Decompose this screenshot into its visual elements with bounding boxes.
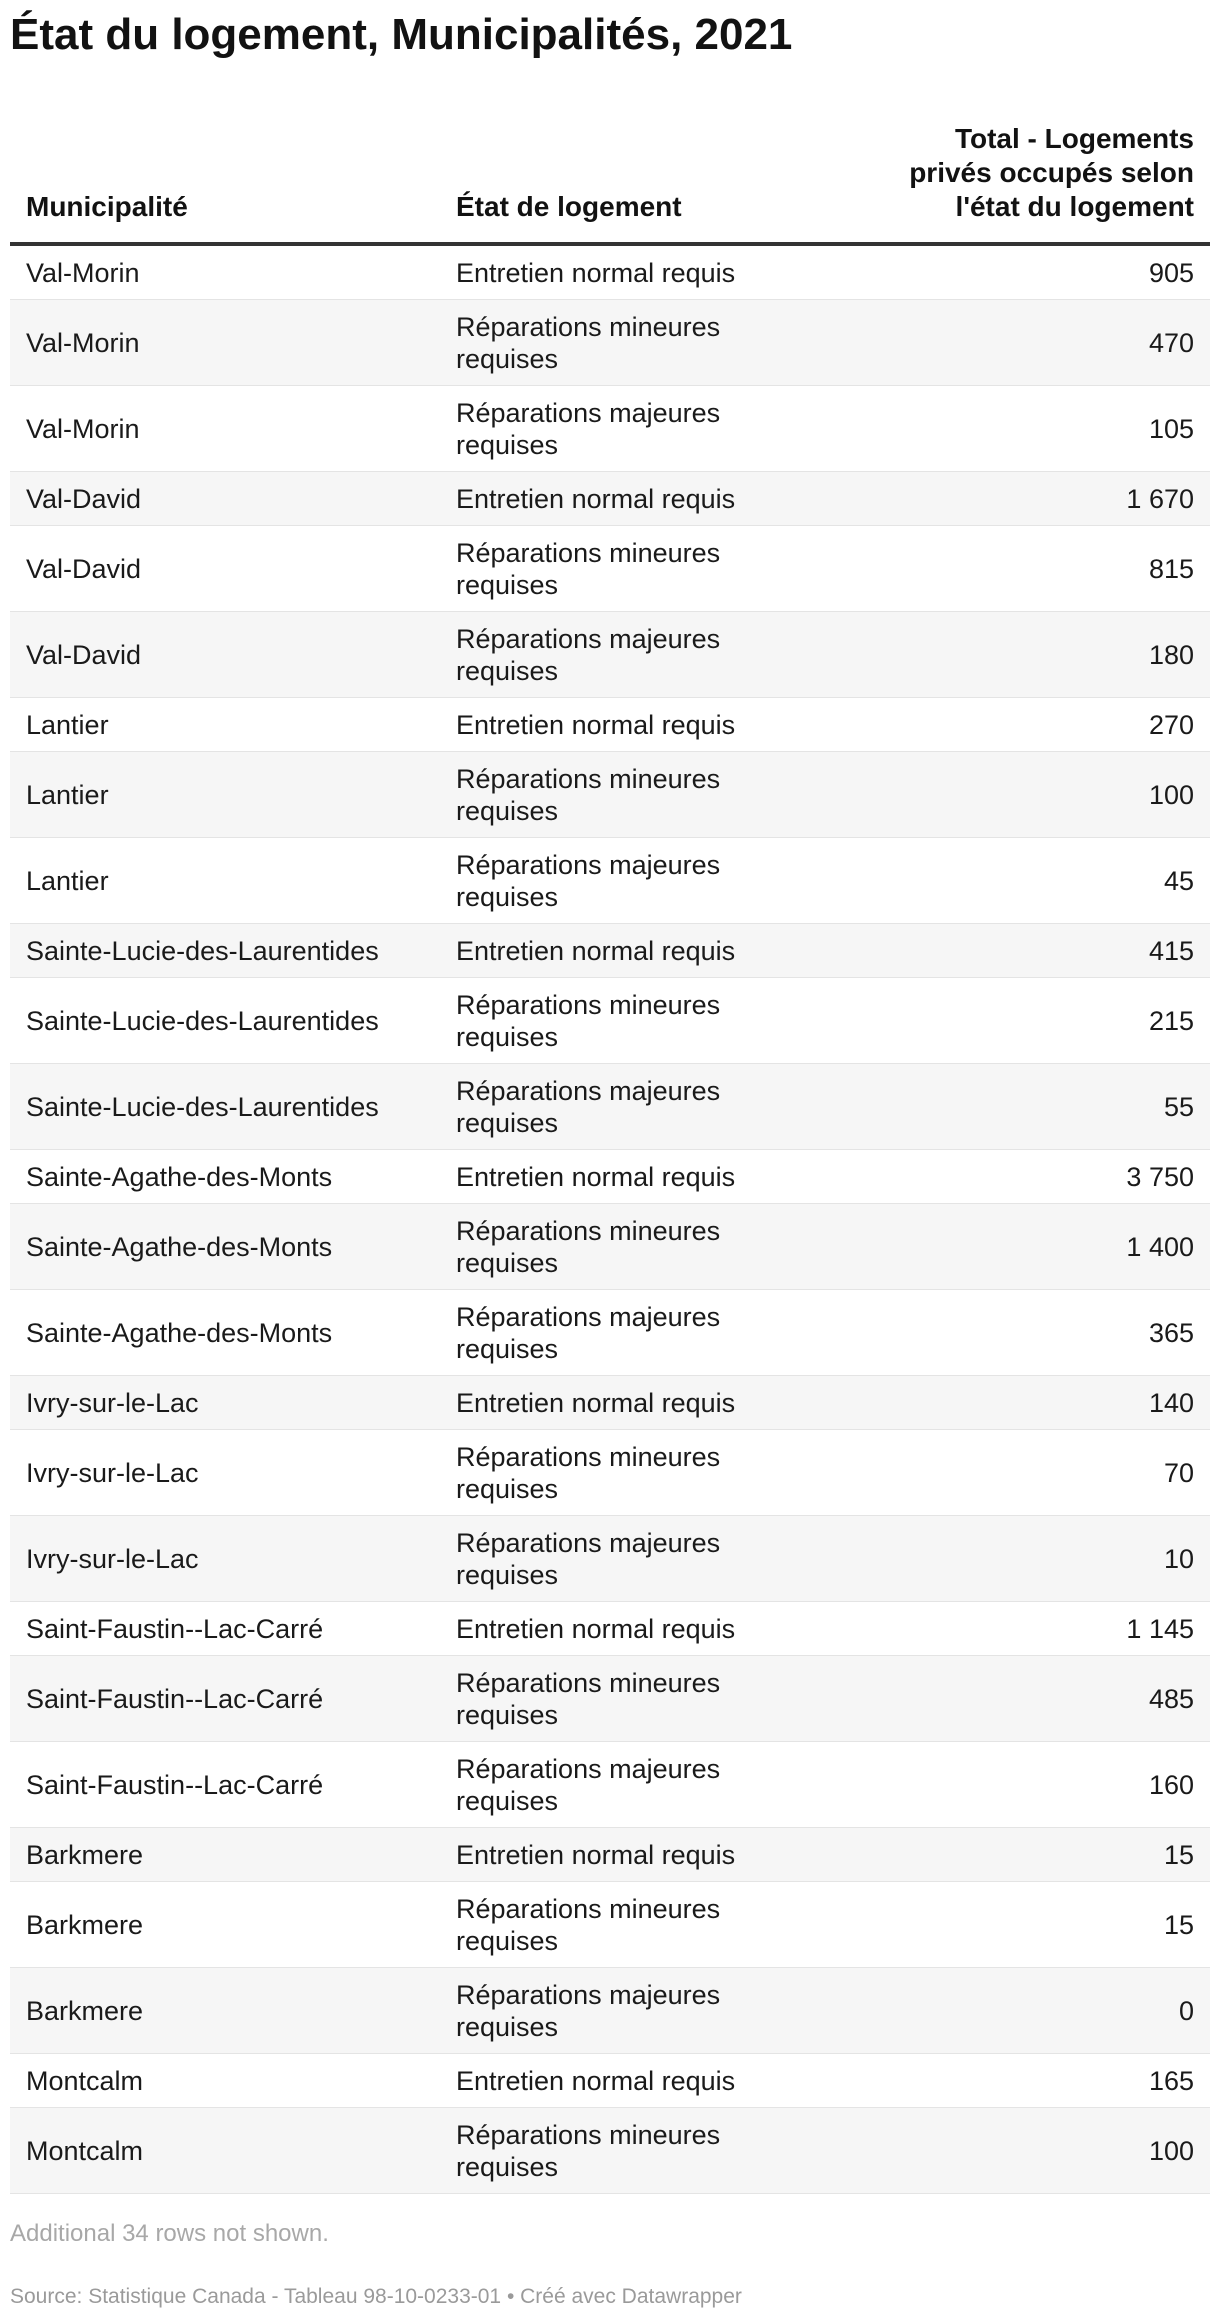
cell-total: 470 [870,300,1210,386]
table-row [10,2054,1210,2108]
cell-etat: Entretien normal requis [440,472,870,526]
cell-etat: Réparations mineures requises [440,2108,870,2194]
cell-etat: Réparations majeures requises [440,1516,870,1602]
table-row [10,2108,1210,2194]
cell-etat: Réparations majeures requises [440,1742,870,1828]
cell-etat: Réparations mineures requises [440,300,870,386]
cell-etat: Réparations mineures requises [440,1656,870,1742]
source-footer: Source: Statistique Canada - Tableau 98-10-0233-01 • Créé avec Datawrapper [10,2285,742,2308]
table-row [10,1150,1210,1204]
cell-total: 1 670 [870,472,1210,526]
cell-total: 10 [870,1516,1210,1602]
table-header [10,122,1210,244]
cell-etat: Entretien normal requis [440,1150,870,1204]
cell-total: 15 [870,1882,1210,1968]
cell-total: 160 [870,1742,1210,1828]
cell-etat: Entretien normal requis [440,244,870,300]
cell-etat: Réparations majeures requises [440,1290,870,1376]
cell-total: 1 400 [870,1204,1210,1290]
table-row [10,838,1210,924]
cell-municipalite: Val-Morin [10,386,440,472]
cell-total: 815 [870,526,1210,612]
cell-etat: Entretien normal requis [440,698,870,752]
cell-etat: Entretien normal requis [440,1602,870,1656]
cell-etat: Réparations majeures requises [440,1064,870,1150]
cell-etat: Réparations mineures requises [440,1204,870,1290]
cell-total: 55 [870,1064,1210,1150]
table-row [10,300,1210,386]
cell-municipalite: Sainte-Agathe-des-Monts [10,1290,440,1376]
cell-municipalite: Lantier [10,752,440,838]
table-row [10,612,1210,698]
column-header-etat[interactable]: État de logement [440,122,870,244]
cell-etat: Réparations majeures requises [440,838,870,924]
table-row [10,244,1210,300]
table-row [10,1882,1210,1968]
cell-total: 0 [870,1968,1210,2054]
cell-municipalite: Saint-Faustin--Lac-Carré [10,1602,440,1656]
cell-total: 100 [870,2108,1210,2194]
cell-total: 270 [870,698,1210,752]
cell-total: 140 [870,1376,1210,1430]
cell-municipalite: Lantier [10,838,440,924]
cell-municipalite: Sainte-Agathe-des-Monts [10,1204,440,1290]
cell-municipalite: Ivry-sur-le-Lac [10,1430,440,1516]
table-row [10,1204,1210,1290]
cell-etat: Entretien normal requis [440,1376,870,1430]
table-row [10,1742,1210,1828]
cell-etat: Entretien normal requis [440,924,870,978]
cell-municipalite: Lantier [10,698,440,752]
cell-total: 215 [870,978,1210,1064]
cell-municipalite: Ivry-sur-le-Lac [10,1516,440,1602]
cell-total: 485 [870,1656,1210,1742]
cell-etat: Réparations majeures requises [440,1968,870,2054]
table-row [10,1430,1210,1516]
table-row [10,1290,1210,1376]
cell-municipalite: Ivry-sur-le-Lac [10,1376,440,1430]
cell-etat: Entretien normal requis [440,2054,870,2108]
column-header-municipalite[interactable]: Municipalité [10,122,440,244]
table-row [10,472,1210,526]
cell-municipalite: Val-Morin [10,244,440,300]
cell-total: 365 [870,1290,1210,1376]
column-header-total[interactable]: Total - Logements privés occupés selon l'état du logement [870,122,1210,244]
cell-etat: Réparations mineures requises [440,752,870,838]
cell-total: 415 [870,924,1210,978]
cell-etat: Réparations mineures requises [440,978,870,1064]
cell-municipalite: Val-David [10,612,440,698]
cell-total: 45 [870,838,1210,924]
cell-municipalite: Val-David [10,472,440,526]
cell-municipalite: Saint-Faustin--Lac-Carré [10,1742,440,1828]
cell-etat: Réparations majeures requises [440,386,870,472]
cell-municipalite: Saint-Faustin--Lac-Carré [10,1656,440,1742]
cell-etat: Réparations majeures requises [440,612,870,698]
table-row [10,1828,1210,1882]
table-row [10,1656,1210,1742]
cell-etat: Réparations mineures requises [440,1430,870,1516]
cell-total: 100 [870,752,1210,838]
cell-etat: Réparations mineures requises [440,526,870,612]
cell-total: 165 [870,2054,1210,2108]
cell-municipalite: Sainte-Agathe-des-Monts [10,1150,440,1204]
table-row [10,978,1210,1064]
cell-total: 3 750 [870,1150,1210,1204]
cell-etat: Réparations mineures requises [440,1882,870,1968]
table-row [10,1602,1210,1656]
cell-municipalite: Barkmere [10,1828,440,1882]
cell-etat: Entretien normal requis [440,1828,870,1882]
table-row [10,386,1210,472]
table-row [10,526,1210,612]
cell-municipalite: Barkmere [10,1968,440,2054]
table-row [10,1376,1210,1430]
cell-total: 105 [870,386,1210,472]
cell-municipalite: Val-David [10,526,440,612]
cell-municipalite: Barkmere [10,1882,440,1968]
data-table [10,122,1210,2194]
table-row [10,698,1210,752]
cell-total: 180 [870,612,1210,698]
table-body [10,244,1210,2194]
cell-municipalite: Val-Morin [10,300,440,386]
cell-municipalite: Sainte-Lucie-des-Laurentides [10,978,440,1064]
cell-total: 1 145 [870,1602,1210,1656]
cell-municipalite: Montcalm [10,2108,440,2194]
table-row [10,752,1210,838]
cell-municipalite: Sainte-Lucie-des-Laurentides [10,924,440,978]
chart-title: État du logement, Municipalités, 2021 [10,10,793,59]
table-row [10,1516,1210,1602]
table-row [10,1968,1210,2054]
rows-not-shown-note: Additional 34 rows not shown. [10,2220,329,2247]
cell-total: 15 [870,1828,1210,1882]
cell-municipalite: Sainte-Lucie-des-Laurentides [10,1064,440,1150]
cell-total: 905 [870,244,1210,300]
cell-municipalite: Montcalm [10,2054,440,2108]
table-row [10,1064,1210,1150]
cell-total: 70 [870,1430,1210,1516]
table-row [10,924,1210,978]
